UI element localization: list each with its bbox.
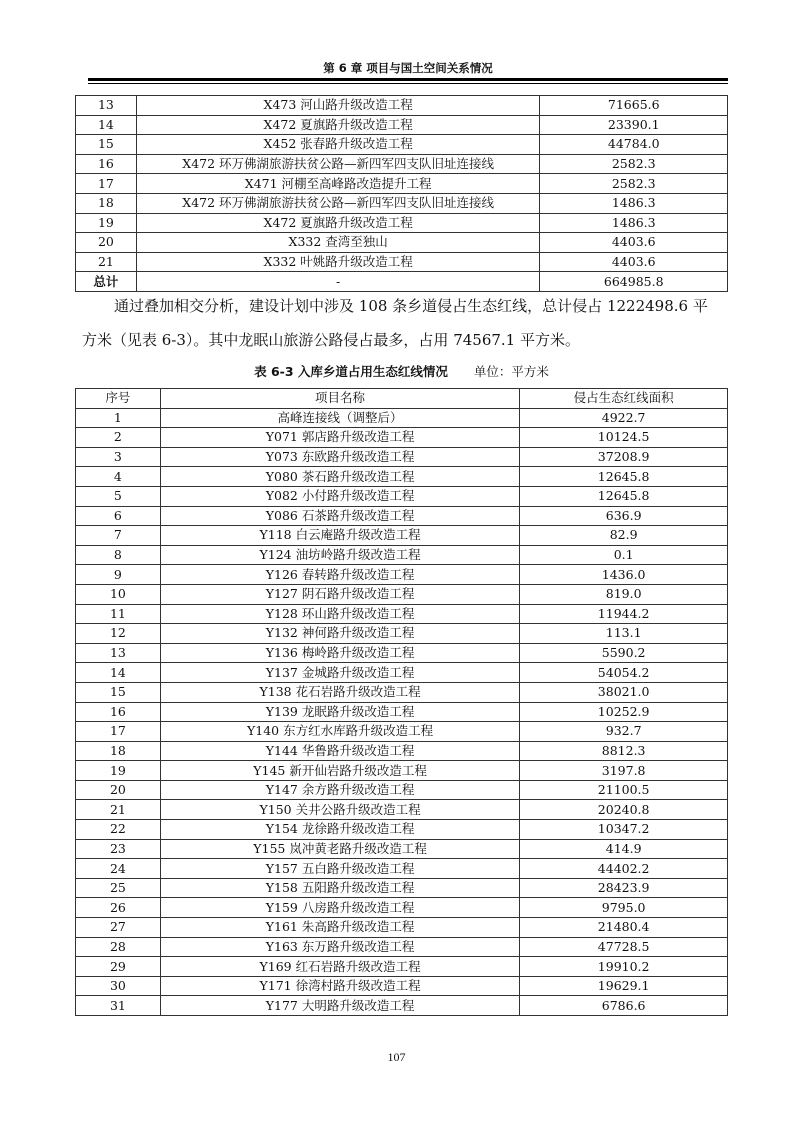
cell-value: 0.1: [520, 545, 728, 565]
total-value: 664985.8: [540, 272, 728, 292]
table-row: [76, 526, 728, 546]
cell-name: X472 环万佛湖旅游扶贫公路—新四军四支队旧址连接线: [136, 193, 540, 213]
table-row: [76, 878, 728, 898]
table-row: [76, 96, 728, 116]
cell-name: X332 查湾至独山: [136, 233, 540, 253]
cell-name: Y128 环山路升级改造工程: [160, 604, 519, 624]
cell-seq: 31: [76, 996, 161, 1016]
cell-seq: 17: [76, 174, 137, 194]
cell-seq: 20: [76, 780, 161, 800]
table-row: [76, 115, 728, 135]
road-occupation-table-continued: [75, 95, 728, 292]
cell-name: Y073 东欧路升级改造工程: [160, 447, 519, 467]
cell-name: X473 河山路升级改造工程: [136, 96, 540, 116]
table-row: [76, 663, 728, 683]
cell-seq: 5: [76, 486, 161, 506]
paragraph-line-2: 方米（见表 6-3）。其中龙眠山旅游公路侵占最多，占用 74567.1 平方米。: [82, 331, 580, 349]
cell-value: 1436.0: [520, 565, 728, 585]
cell-value: 10124.5: [520, 428, 728, 448]
cell-seq: 15: [76, 682, 161, 702]
table-row: [76, 467, 728, 487]
cell-name: Y127 阴石路升级改造工程: [160, 584, 519, 604]
cell-seq: 8: [76, 545, 161, 565]
cell-seq: 1: [76, 408, 161, 428]
cell-value: 10347.2: [520, 820, 728, 840]
cell-name: Y124 油坊岭路升级改造工程: [160, 545, 519, 565]
cell-name: X471 河棚至高峰路改造提升工程: [136, 174, 540, 194]
cell-name: Y177 大明路升级改造工程: [160, 996, 519, 1016]
caption-title: 表 6-3 入库乡道占用生态红线情况: [254, 364, 448, 379]
cell-seq: 4: [76, 467, 161, 487]
cell-value: 1486.3: [540, 193, 728, 213]
cell-seq: 19: [76, 213, 137, 233]
table-row: [76, 584, 728, 604]
cell-value: 4922.7: [520, 408, 728, 428]
cell-value: 21100.5: [520, 780, 728, 800]
cell-value: 1486.3: [540, 213, 728, 233]
cell-value: 2582.3: [540, 174, 728, 194]
cell-name: Y150 关井公路升级改造工程: [160, 800, 519, 820]
cell-seq: 14: [76, 115, 137, 135]
table-row: [76, 506, 728, 526]
cell-value: 12645.8: [520, 467, 728, 487]
analysis-paragraph: [82, 289, 732, 357]
table-row: [76, 761, 728, 781]
cell-value: 819.0: [520, 584, 728, 604]
cell-value: 414.9: [520, 839, 728, 859]
cell-value: 12645.8: [520, 486, 728, 506]
cell-name: Y161 朱高路升级改造工程: [160, 918, 519, 938]
table-row: [76, 957, 728, 977]
cell-value: 44784.0: [540, 135, 728, 155]
header-rule-thick: [88, 78, 728, 81]
table-row: [76, 252, 728, 272]
cell-value: 932.7: [520, 722, 728, 742]
table-row: [76, 780, 728, 800]
cell-name: Y137 金城路升级改造工程: [160, 663, 519, 683]
table-row: [76, 428, 728, 448]
cell-seq: 3: [76, 447, 161, 467]
cell-seq: 19: [76, 761, 161, 781]
cell-seq: 29: [76, 957, 161, 977]
cell-name: Y126 春转路升级改造工程: [160, 565, 519, 585]
cell-seq: 7: [76, 526, 161, 546]
table-row: [76, 898, 728, 918]
table-row: [76, 839, 728, 859]
table-row: [76, 702, 728, 722]
table-row: [76, 193, 728, 213]
cell-seq: 24: [76, 859, 161, 879]
total-name: -: [136, 272, 540, 292]
total-label: 总计: [76, 272, 137, 292]
table-row: [76, 213, 728, 233]
cell-name: Y086 石茶路升级改造工程: [160, 506, 519, 526]
cell-seq: 21: [76, 252, 137, 272]
cell-value: 4403.6: [540, 252, 728, 272]
cell-seq: 9: [76, 565, 161, 585]
table-row: [76, 937, 728, 957]
table-row: [76, 624, 728, 644]
header-rule-thin: [88, 83, 728, 84]
cell-name: Y145 新开仙岩路升级改造工程: [160, 761, 519, 781]
cell-seq: 28: [76, 937, 161, 957]
cell-seq: 23: [76, 839, 161, 859]
cell-name: Y080 茶石路升级改造工程: [160, 467, 519, 487]
cell-value: 54054.2: [520, 663, 728, 683]
table-header-row: [76, 389, 728, 409]
cell-value: 37208.9: [520, 447, 728, 467]
cell-name: Y082 小付路升级改造工程: [160, 486, 519, 506]
cell-name: Y159 八房路升级改造工程: [160, 898, 519, 918]
table-row: [76, 154, 728, 174]
cell-seq: 21: [76, 800, 161, 820]
cell-name: X472 夏旗路升级改造工程: [136, 213, 540, 233]
cell-value: 19629.1: [520, 976, 728, 996]
cell-value: 23390.1: [540, 115, 728, 135]
table-row: [76, 545, 728, 565]
cell-name: Y158 五阳路升级改造工程: [160, 878, 519, 898]
cell-seq: 10: [76, 584, 161, 604]
cell-name: Y071 郭店路升级改造工程: [160, 428, 519, 448]
cell-seq: 18: [76, 193, 137, 213]
cell-value: 71665.6: [540, 96, 728, 116]
table2-body: [76, 408, 728, 1015]
cell-name: Y169 红石岩路升级改造工程: [160, 957, 519, 977]
table-row: [76, 565, 728, 585]
table-row: [76, 408, 728, 428]
cell-value: 6786.6: [520, 996, 728, 1016]
cell-name: Y138 花石岩路升级改造工程: [160, 682, 519, 702]
cell-name: X332 叶姚路升级改造工程: [136, 252, 540, 272]
table-row: [76, 135, 728, 155]
cell-name: Y171 徐湾村路升级改造工程: [160, 976, 519, 996]
cell-name: Y154 龙徐路升级改造工程: [160, 820, 519, 840]
cell-value: 82.9: [520, 526, 728, 546]
cell-value: 113.1: [520, 624, 728, 644]
cell-seq: 25: [76, 878, 161, 898]
table-row: [76, 976, 728, 996]
page-number: 107: [387, 1050, 406, 1064]
cell-name: Y136 梅岭路升级改造工程: [160, 643, 519, 663]
cell-value: 5590.2: [520, 643, 728, 663]
cell-value: 11944.2: [520, 604, 728, 624]
cell-seq: 30: [76, 976, 161, 996]
cell-value: 9795.0: [520, 898, 728, 918]
cell-seq: 13: [76, 643, 161, 663]
table-row: [76, 722, 728, 742]
table-row: [76, 800, 728, 820]
cell-seq: 16: [76, 702, 161, 722]
cell-name: X472 夏旗路升级改造工程: [136, 115, 540, 135]
cell-name: X472 环万佛湖旅游扶贫公路—新四军四支队旧址连接线: [136, 154, 540, 174]
cell-value: 8812.3: [520, 741, 728, 761]
cell-seq: 22: [76, 820, 161, 840]
cell-seq: 16: [76, 154, 137, 174]
table-row: [76, 447, 728, 467]
cell-name: Y139 龙眠路升级改造工程: [160, 702, 519, 722]
cell-seq: 11: [76, 604, 161, 624]
header-project-name: 项目名称: [160, 389, 519, 409]
cell-value: 28423.9: [520, 878, 728, 898]
cell-name: Y144 华鲁路升级改造工程: [160, 741, 519, 761]
cell-value: 38021.0: [520, 682, 728, 702]
cell-name: Y147 余方路升级改造工程: [160, 780, 519, 800]
cell-value: 3197.8: [520, 761, 728, 781]
cell-value: 44402.2: [520, 859, 728, 879]
table-row: [76, 486, 728, 506]
cell-value: 10252.9: [520, 702, 728, 722]
cell-seq: 2: [76, 428, 161, 448]
township-road-red-line-table: [75, 388, 728, 1016]
cell-seq: 15: [76, 135, 137, 155]
cell-name: Y155 岚冲黄老路升级改造工程: [160, 839, 519, 859]
caption-unit: 单位：平方米: [473, 364, 549, 379]
cell-name: Y163 东万路升级改造工程: [160, 937, 519, 957]
cell-seq: 26: [76, 898, 161, 918]
cell-name: Y132 神何路升级改造工程: [160, 624, 519, 644]
header-area: 侵占生态红线面积: [520, 389, 728, 409]
table-caption: [75, 362, 728, 380]
table-row: [76, 174, 728, 194]
table-row: [76, 643, 728, 663]
cell-seq: 6: [76, 506, 161, 526]
cell-name: X452 张春路升级改造工程: [136, 135, 540, 155]
cell-name: Y118 白云庵路升级改造工程: [160, 526, 519, 546]
cell-seq: 20: [76, 233, 137, 253]
cell-value: 2582.3: [540, 154, 728, 174]
cell-value: 636.9: [520, 506, 728, 526]
table-row: [76, 918, 728, 938]
table-row: [76, 682, 728, 702]
table-row: [76, 859, 728, 879]
chapter-header: 第 6 章 项目与国土空间关系情况: [323, 61, 493, 75]
cell-name: 高峰连接线（调整后）: [160, 408, 519, 428]
cell-value: 21480.4: [520, 918, 728, 938]
cell-seq: 13: [76, 96, 137, 116]
cell-name: Y157 五白路升级改造工程: [160, 859, 519, 879]
table-row: [76, 741, 728, 761]
table-row: [76, 604, 728, 624]
cell-seq: 27: [76, 918, 161, 938]
cell-seq: 17: [76, 722, 161, 742]
cell-name: Y140 东方红水库路升级改造工程: [160, 722, 519, 742]
header-seq: 序号: [76, 389, 161, 409]
cell-value: 4403.6: [540, 233, 728, 253]
table-row: [76, 233, 728, 253]
cell-seq: 18: [76, 741, 161, 761]
cell-value: 20240.8: [520, 800, 728, 820]
table-row: [76, 996, 728, 1016]
table-row: [76, 820, 728, 840]
cell-value: 47728.5: [520, 937, 728, 957]
cell-seq: 12: [76, 624, 161, 644]
table1-body: [76, 96, 728, 272]
cell-seq: 14: [76, 663, 161, 683]
paragraph-line-1: 通过叠加相交分析，建设计划中涉及 108 条乡道侵占生态红线，总计侵占 1222498.6 平: [114, 297, 708, 315]
cell-value: 19910.2: [520, 957, 728, 977]
